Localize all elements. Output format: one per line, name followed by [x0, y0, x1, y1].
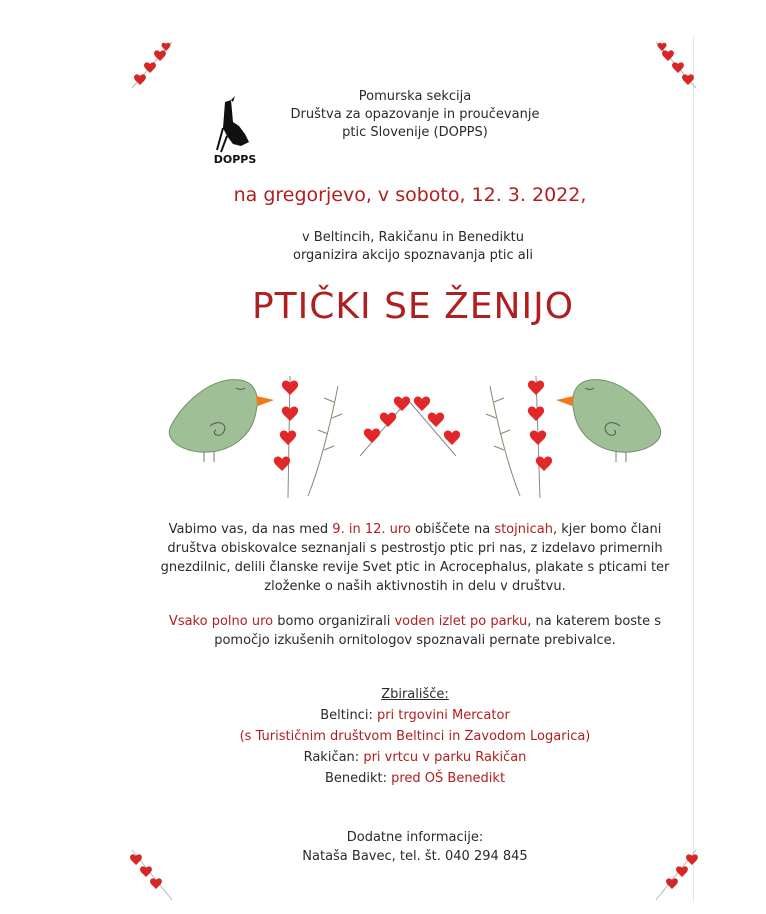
- left-bird-icon: [169, 380, 274, 462]
- event-date: na gregorjevo, v soboto, 12. 3. 2022,: [233, 184, 587, 206]
- place-label: Benedikt:: [324, 771, 392, 786]
- right-bird-icon: [556, 380, 661, 462]
- organization-block: [230, 88, 600, 142]
- place-value: pred OŠ Benedikt: [391, 771, 506, 786]
- event-title: PTIČKI SE ŽENIJO: [251, 286, 575, 327]
- text-span: obiščete na: [410, 522, 495, 537]
- text-span: Vabimo vas, da nas med: [168, 522, 333, 537]
- paragraph-line: društva obiskovalce seznanjali s pestrostjo ptic pri nas, z izdelavo primernih: [167, 541, 663, 556]
- place-label: Rakičan:: [303, 750, 364, 765]
- organization-line: Pomurska sekcija: [358, 89, 472, 104]
- paragraph-line: pomočjo izkušenih ornitologov spoznavali pernate prebivalce.: [214, 633, 616, 648]
- paragraph-line: zloženke o naših aktivnostih in delu v društvu.: [264, 579, 566, 594]
- hourly-highlight: Vsako polno uro: [168, 614, 274, 629]
- corner-hearts-top-right: [652, 38, 702, 98]
- place-label: Beltinci:: [320, 708, 377, 723]
- meeting-heading: Zbirališče:: [381, 687, 449, 702]
- text-span: bomo organizirali: [273, 614, 395, 629]
- intro-line: organizira akcijo spoznavanja ptic ali: [292, 248, 534, 263]
- organization-line: ptic Slovenije (DOPPS): [342, 125, 488, 140]
- meeting-line-rakican: [140, 747, 690, 768]
- invitation-paragraph: [140, 520, 690, 596]
- text-span: , kjer bomo člani: [552, 522, 662, 537]
- paragraph-line: [140, 612, 690, 631]
- page-edge-line: [693, 36, 694, 902]
- guided-tour-highlight: voden izlet po parku: [394, 614, 528, 629]
- place-value: pri vrtcu v parku Rakičan: [363, 750, 527, 765]
- contact-block: [140, 828, 690, 866]
- place-value: pri trgovini Mercator: [376, 708, 510, 723]
- heart-stems: [274, 376, 552, 498]
- paragraph-line: [140, 520, 690, 539]
- text-span: , na katerem boste s: [527, 614, 662, 629]
- time-highlight: 9. in 12. uro: [332, 522, 411, 537]
- contact-person: Nataša Bavec, tel. št. 040 294 845: [302, 849, 528, 864]
- intro-line: v Beltincih, Rakičanu in Benediktu: [301, 230, 524, 245]
- paragraph-line: gnezdilnic, delili članske revije Svet ptic in Acrocephalus, plakate s pticami ter: [160, 560, 670, 575]
- leaf-branches: [308, 386, 520, 496]
- meeting-points: [140, 684, 690, 789]
- meeting-line-benedikt: [140, 768, 690, 789]
- meeting-note-beltinci: (s Turističnim društvom Beltinci in Zavodom Logarica): [239, 729, 591, 744]
- excursion-paragraph: [140, 612, 690, 650]
- logo-text: DOPPS: [213, 153, 257, 166]
- organization-line: Društva za opazovanje in proučevanje: [290, 107, 540, 122]
- stands-highlight: stojnicah: [494, 522, 553, 537]
- meeting-line-beltinci: [140, 705, 690, 726]
- birds-illustration: [160, 366, 670, 502]
- intro-block: [0, 229, 766, 265]
- contact-heading: Dodatne informacije:: [346, 830, 484, 845]
- corner-hearts-top-left: [126, 38, 176, 98]
